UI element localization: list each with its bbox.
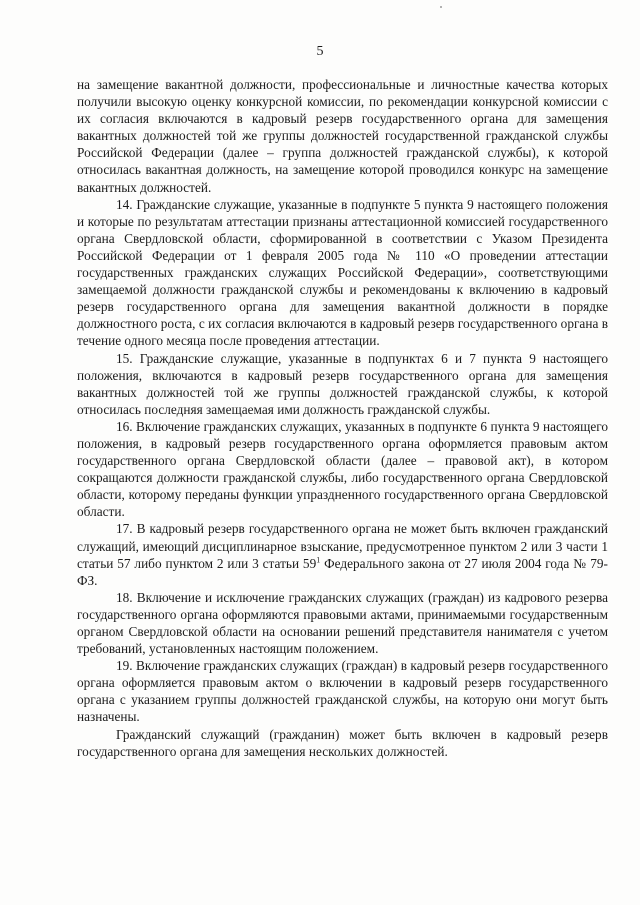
- paragraph-continuation: на замещение вакантной должности, профессиональные и личностные качества которых получили высокую оценку конкурсной комиссии, по рекомендации конкурсной комиссии с их согласия включаются в кадровый резерв государственного органа для замещения вакантных должностей той же группы должностей государственной гражданской службы Российской Федерации (далее – группа должностей гражданской службы), к которой относилась вакантная должность, на замещение которой проводился конкурс на замещение вакантных должностей.: [77, 77, 608, 195]
- paragraph-17-text-end: Федерального закона от 27 июля 2004 года № 79-ФЗ.: [77, 555, 608, 588]
- superscript-article-number: 1: [316, 555, 321, 565]
- document-body: [77, 76, 608, 760]
- paragraph-18: 18. Включение и исключение гражданских служащих (граждан) из кадрового резерва государственного органа оформляются правовыми актами, принимаемыми государственным органом Свердловской области на основании решений представителя нанимателя с учетом требований, установленных настоящим положением.: [77, 589, 608, 657]
- paragraph-19: 19. Включение гражданских служащих (граждан) в кадровый резерв государственного органа оформляется правовым актом о включении в кадровый резерв государственного органа с указанием группы должностей гражданской службы, на которую они могут быть назначены.: [77, 658, 608, 725]
- scan-speck: [440, 6, 442, 8]
- paragraph-17: [77, 520, 608, 588]
- paragraph-14: 14. Гражданские служащие, указанные в подпункте 5 пункта 9 настоящего положения и которые по результатам аттестации признаны аттестационной комиссией государственного органа Свердловской области, сформированной в соответствии с Указом Президента Российской Федерации от 1 февраля 2005 года № 110 «О проведении аттестации государственных гражданских служащих Российской Федерации», соответствующими замещаемой должности гражданской службы и рекомендованы к включению в кадровый резерв государственного органа для замещения вакантной должности в порядке должностного роста, с их согласия включаются в кадровый резерв государственного органа в течение одного месяца после проведения аттестации.: [77, 196, 608, 349]
- paragraph-16: 16. Включение гражданских служащих, указанных в подпункте 6 пункта 9 настоящего положения, в кадровый резерв государственного органа оформляется правовым актом государственного органа Свердловской области (далее – правовой акт), в котором сокращаются должности гражданской службы, либо государственного органа Свердловской области, которому переданы функции упраздненного государственного органа Свердловской области.: [77, 418, 608, 520]
- page-number: 5: [316, 44, 324, 59]
- paragraph-15: 15. Гражданские служащие, указанные в подпунктах 6 и 7 пункта 9 настоящего положения, включаются в кадровый резерв государственного органа для замещения вакантных должностей той же группы должностей гражданской службы, к которой относилась последняя замещаемая ими должность гражданской службы.: [77, 350, 608, 417]
- paragraph-multiple-positions: Гражданский служащий (гражданин) может быть включен в кадровый резерв государственного органа для замещения нескольких должностей.: [77, 726, 608, 759]
- paragraph-17-text: 17. В кадровый резерв государственного органа не может быть включен гражданский служащий, имеющий дисциплинарное взыскание, предусмотренное пунктом 2 или 3 части 1 статьи 57 либо пунктом 2 или 3 статьи 59: [77, 521, 608, 571]
